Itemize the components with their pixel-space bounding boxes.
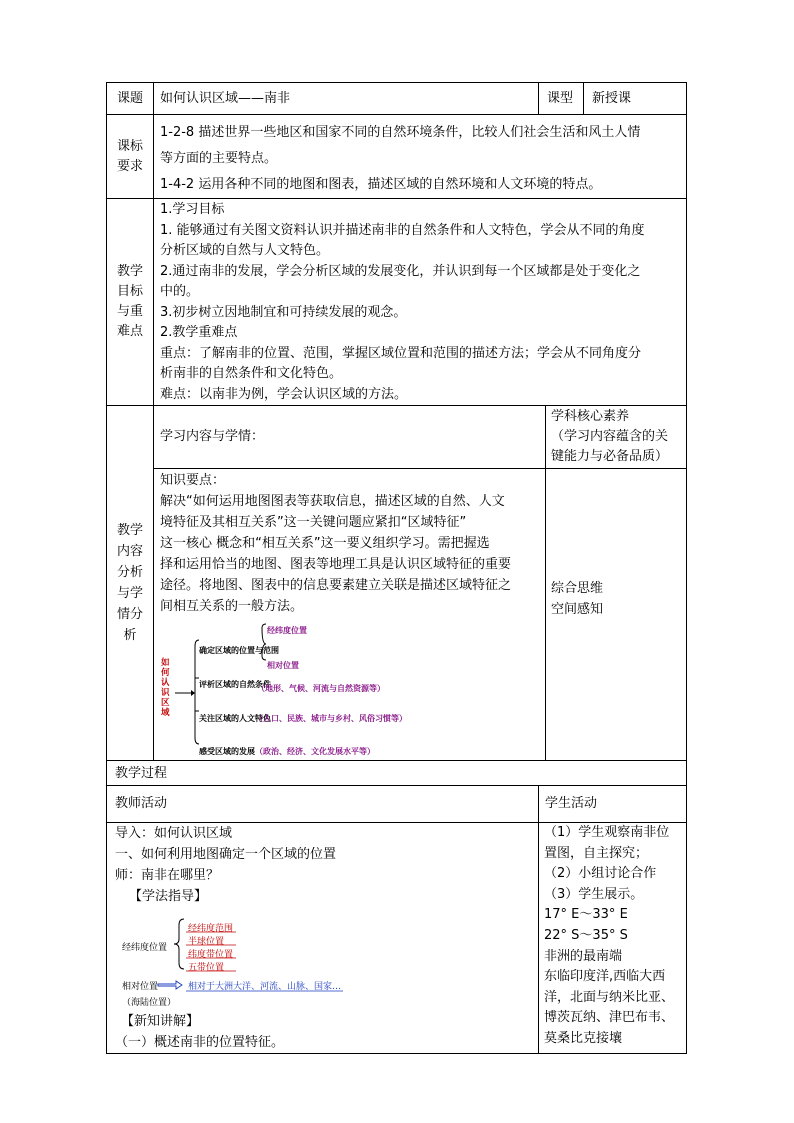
teacher-line: 一、如何利用地图确定一个区域的位置 (115, 847, 337, 862)
table-border-bottom (106, 1053, 687, 1054)
table-line (538, 82, 539, 115)
method-item: 五带位置 (188, 963, 225, 973)
table-line (153, 82, 154, 761)
diagram-leaf: 经纬度位置 (267, 626, 307, 635)
student-line: 置图，自主探究； (544, 845, 649, 861)
method-diagram (118, 913, 378, 1008)
table-line (545, 405, 546, 761)
student-line: （1）学生观察南非位 (544, 825, 670, 840)
literacy-header: 学科核心素养 （学习内容蕴含的关 键能力与必备品质） (551, 409, 669, 464)
method-item: 半球位置 (188, 937, 225, 947)
region-concept-diagram (155, 620, 540, 758)
content-header: 学习内容与学情： (160, 429, 265, 444)
table-border-right (686, 82, 687, 1054)
teacher-line: （一）概述南非的位置特征。 (115, 1035, 285, 1050)
student-line: 22° S～35° S (544, 927, 628, 943)
objectives-line: 1. 能够通过有关图文资料认识并描述南非的自然条件和人文特色，学会从不同的角度 (160, 222, 645, 238)
objectives-line: 重点：了解南非的位置、范围，掌握区域位置和范围的描述方法；学会从不同角度分 (160, 345, 642, 361)
table-line (538, 785, 539, 1054)
table-line (153, 468, 687, 469)
lesson-title: 如何认识区域——南非 (160, 91, 291, 106)
student-line: 洋，北面与纳米比亚、 (544, 989, 675, 1005)
student-line: （3）学生展示。 (544, 886, 644, 902)
standards-line: 1-2-8 描述世界一些地区和国家不同的自然环境条件，比较人们社会生活和风土人情 (160, 125, 641, 140)
objectives-line: 2.通过南非的发展，学会分析区域的发展变化，并认识到每一个区域都是处于变化之 (160, 263, 641, 279)
section-process: 教学过程 (115, 766, 168, 781)
student-line: 非洲的最南端 (544, 948, 623, 964)
table-line (106, 114, 687, 115)
table-line (106, 405, 687, 406)
diagram-branch: 关注区域的人文特色 (199, 714, 271, 723)
method-left-label: 经纬度位置 (122, 943, 168, 953)
objectives-line: 2.教学重难点 (160, 325, 238, 340)
student-line: 东临印度洋,西临大西 (544, 969, 666, 985)
student-line: 莫桑比克接壤 (544, 1030, 623, 1046)
student-line: （2）小组讨论合作 (544, 866, 657, 882)
objectives-text (160, 200, 685, 405)
knowledge-line: 择和运用恰当的地图、图表等地理工具是认识区域特征的重要 (160, 557, 512, 572)
standards-line: 等方面的主要特点。 (160, 151, 278, 166)
diagram-root-label: 如何认识区域 (161, 658, 170, 718)
objectives-line: 分析区域的自然与人文特色。 (160, 243, 330, 258)
method-rel-text: 相对于大洲大洋、河流、山脉、国家… (188, 982, 342, 992)
diagram-note: （人口、民族、城市与乡村、风俗习惯等） (255, 714, 407, 723)
table-border-top (106, 82, 687, 83)
knowledge-line: 途径。将地图、图表中的信息要素建立关联是描述区域特征之 (160, 578, 512, 593)
teacher-line: 师：南非在哪里？ (115, 868, 220, 883)
method-rel-sub: （海陆位置） (122, 998, 177, 1008)
table-line (106, 785, 687, 786)
objectives-line: 难点：以南非为例，学会认识区域的方法。 (160, 386, 408, 402)
table-line (106, 198, 687, 199)
diagram-note: （地形、气候、河流与自然资源等） (257, 684, 385, 693)
standards-line: 1-4-2 运用各种不同的地图和图表，描述区域的自然环境和人文环境的特点。 (160, 177, 602, 192)
objectives-line: 析南非的自然条件和文化特色。 (160, 366, 343, 381)
objectives-line: 1.学习目标 (160, 202, 225, 217)
literacy-items (551, 578, 685, 628)
method-item: 经纬度范围 (188, 924, 234, 934)
label-objectives: 教学目标与重难点 (116, 264, 143, 339)
teacher-activity (115, 823, 535, 913)
knowledge-points (160, 470, 545, 618)
student-activity-header: 学生活动 (545, 796, 598, 811)
label-keti: 课题 (116, 90, 143, 106)
label-kexing: 课型 (547, 91, 574, 106)
method-item: 纬度带位置 (188, 950, 234, 960)
student-line: 博茨瓦纳、津巴布韦、 (544, 1010, 675, 1026)
teacher-activity-continued (115, 1011, 535, 1053)
teacher-line: 【学法指导】 (129, 889, 208, 904)
diagram-branch: 感受区域的发展 (199, 747, 255, 756)
method-rel-label: 相对位置 (122, 982, 159, 992)
table-line (583, 82, 584, 115)
knowledge-line: 解决“如何运用地图图表等获取信息，描述区域的自然、人文 (160, 494, 505, 509)
label-analysis: 教学内容分析与学情分析 (116, 523, 143, 643)
literacy-item: 综合思维 (551, 581, 604, 596)
knowledge-line: 知识要点： (160, 473, 226, 488)
objectives-line: 3.初步树立因地制宜和可持续发展的观念。 (160, 304, 407, 320)
teacher-activity-header: 教师活动 (115, 796, 168, 811)
diagram-leaf: 相对位置 (267, 661, 299, 670)
label-standards: 课标要求 (116, 138, 143, 174)
student-activity (544, 823, 686, 1053)
diagram-branch: 评析区域的自然条件 (199, 680, 271, 689)
knowledge-line: 这一核心 概念和“相互关系”这一要义组织学习。需把握选 (160, 536, 490, 551)
teacher-line: 【新知讲解】 (121, 1014, 200, 1029)
diagram-note: （政治、经济、文化发展水平等） (255, 747, 375, 756)
teacher-line: 导入：如何认识区域 (115, 826, 233, 841)
diagram-branch: 确定区域的位置与范围 (199, 646, 279, 655)
standards-text (160, 120, 685, 198)
knowledge-line: 间相互关系的一般方法。 (160, 599, 304, 614)
lesson-type: 新授课 (592, 91, 632, 106)
student-line: 17° E～33° E (544, 907, 628, 923)
literacy-item: 空间感知 (551, 602, 604, 617)
table-line (106, 760, 687, 761)
objectives-line: 中的。 (160, 284, 200, 299)
knowledge-line: 境特征及其相互关系”这一关键问题应紧扣“区域特征” (160, 515, 467, 530)
